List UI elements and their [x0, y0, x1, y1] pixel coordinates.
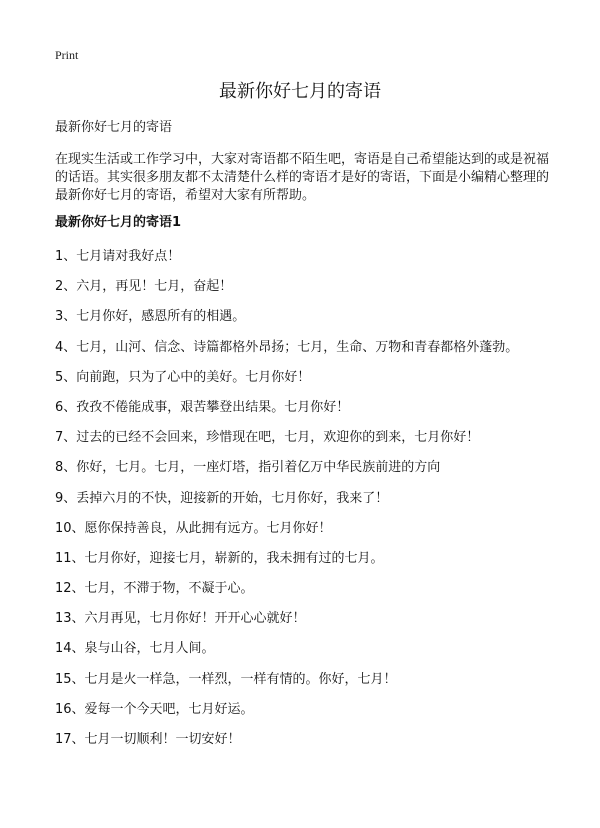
section-heading: 最新你好七月的寄语1 [55, 215, 182, 230]
list-item: 5、向前跑，只为了心中的美好。七月你好！ [55, 369, 311, 385]
list-item: 11、七月你好，迎接七月，崭新的，我未拥有过的七月。 [55, 550, 384, 566]
list-item: 12、七月，不滞于物，不凝于心。 [55, 581, 254, 597]
list-item: 13、六月再见，七月你好！开开心心就好！ [55, 611, 306, 627]
list-item: 17、七月一切顺利！一切安好！ [55, 732, 241, 747]
list-item: 10、愿你保持善良，从此拥有远方。七月你好！ [55, 520, 332, 536]
page-title: 最新你好七月的寄语 [219, 81, 381, 102]
list-item: 8、你好，七月。七月，一座灯塔，指引着亿万中华民族前进的方向 [55, 460, 441, 476]
list-item: 2、六月，再见！七月，奋起！ [55, 279, 233, 295]
list-item: 4、七月，山河、信念、诗篇都格外昂扬；七月，生命、万物和青春都格外蓬勃。 [55, 339, 519, 355]
list-item: 1、七月请对我好点！ [55, 249, 181, 264]
print-link[interactable]: Print [55, 48, 79, 62]
list-item: 15、七月是火一样急，一样烈，一样有情的。你好，七月！ [55, 671, 397, 687]
list-item: 14、泉与山谷，七月人间。 [55, 641, 215, 657]
list-item: 7、过去的已经不会回来，珍惜现在吧，七月，欢迎你的到来，七月你好！ [55, 430, 480, 446]
greeting-list [55, 248, 575, 761]
article-subtitle: 最新你好七月的寄语 [55, 120, 173, 135]
intro-paragraph: 在现实生活或工作学习中，大家对寄语都不陌生吧，寄语是自己希望能达到的或是祝福的话语。其实很多朋友都不太清楚什么样的寄语才是好的寄语，下面是小编精心整理的最新你好七月的寄语，希望对大家有所帮助。 [55, 152, 550, 203]
list-item: 9、丢掉六月的不快，迎接新的开始，七月你好，我来了！ [55, 490, 389, 506]
list-item: 6、孜孜不倦能成事，艰苦攀登出结果。七月你好！ [55, 399, 350, 415]
list-item: 3、七月你好，感恩所有的相遇。 [55, 309, 246, 325]
list-item: 16、爱每一个今天吧，七月好运。 [55, 701, 254, 717]
